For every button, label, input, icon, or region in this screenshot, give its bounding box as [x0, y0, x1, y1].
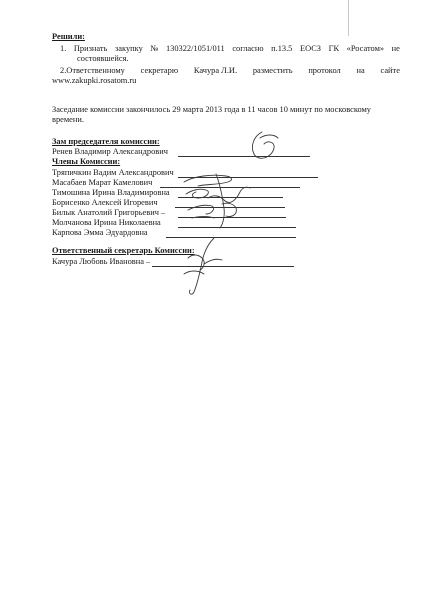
decision-item-2: [60, 66, 400, 76]
secretary-name: Качура Любовь Ивановна –: [52, 257, 151, 266]
item-text: ЕОСЗ: [299, 44, 322, 53]
decision-item-1: [60, 44, 400, 54]
deputy-name: Ренев Владимир Александрович: [52, 147, 168, 156]
website-url: www.zakupki.rosatom.ru: [52, 76, 137, 85]
item-text: ГК: [328, 44, 340, 53]
member-name: Тряпичкин Вадим Александрович: [52, 168, 174, 177]
item-text: сайте: [380, 66, 400, 75]
decision-heading: Решили:: [52, 32, 85, 41]
item-text: «Росатом»: [346, 44, 385, 53]
item-number: 1.: [60, 44, 67, 53]
purchase-number: 130322/1051/011: [165, 44, 225, 53]
item-text: Качура Л.И.: [193, 66, 238, 75]
item-text: Признать: [73, 44, 108, 53]
closing-line-1: Заседание комиссии закончилось 29 марта 2013 года в 11 часов 10 минут по московскому: [52, 105, 371, 114]
members-heading: Члены Комиссии:: [52, 157, 121, 166]
member-name: Борисенко Алексей Игоревич: [52, 198, 158, 207]
item-text: закупку: [114, 44, 143, 53]
handwritten-signature: [178, 168, 258, 230]
item-text: разместить: [252, 66, 293, 75]
item-text: на: [356, 66, 365, 75]
item-text: №: [150, 44, 159, 53]
item-text: согласно: [232, 44, 264, 53]
item-text: не: [391, 44, 400, 53]
handwritten-signature: [174, 234, 228, 298]
closing-line-2: времени.: [52, 115, 84, 124]
deputy-heading: Зам председателя комиссии:: [52, 137, 160, 146]
member-name: Тимошина Ирина Владимировна: [52, 188, 170, 197]
item-text: 2.Ответственному: [60, 66, 125, 75]
member-name: Масабаев Марат Камелович: [52, 178, 153, 187]
secretary-heading: Ответственный секретарь Комиссии:: [52, 246, 195, 255]
scan-edge-line: [348, 0, 349, 36]
item-text: секретарю: [140, 66, 179, 75]
member-name: Карпова Эмма Эдуардовна: [52, 228, 148, 237]
item-text: п.13.5: [271, 44, 293, 53]
member-name: Билык Анатолий Григорьевич –: [52, 208, 166, 217]
member-name: Молчанова Ирина Николаевна: [52, 218, 161, 227]
item-text: протокол: [308, 66, 341, 75]
decision-item-1-continuation: состоявшейся.: [77, 54, 129, 63]
handwritten-signature: [244, 128, 284, 168]
